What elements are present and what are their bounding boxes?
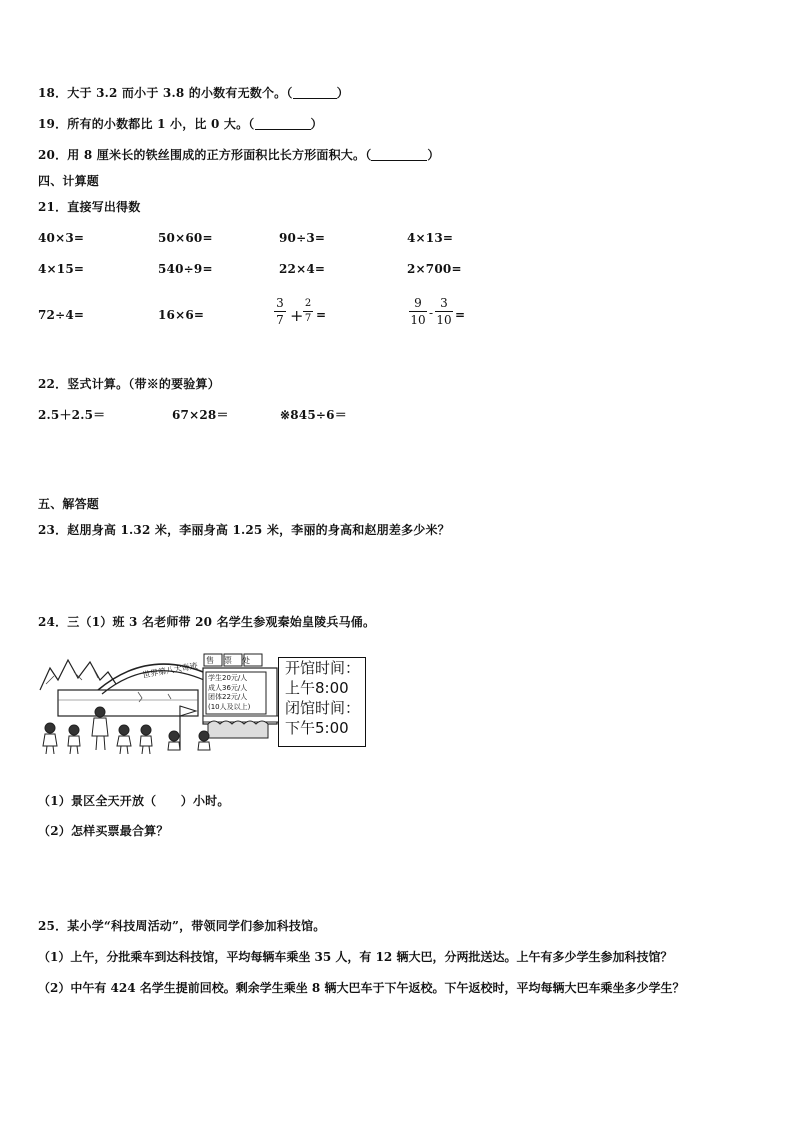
question-24-part-2: （2）怎样买票最合算？ <box>38 824 169 838</box>
minus-operator: - <box>429 306 434 320</box>
calc-item: 4×15= <box>38 262 85 276</box>
calc-item: 2×700= <box>407 262 462 276</box>
gate-banner: 世界第八大奇迹 <box>141 661 199 680</box>
calc-item: 67×28＝ <box>172 408 229 422</box>
sign-line: 上午8:00 <box>285 679 349 697</box>
fraction: 3 10 <box>436 296 452 327</box>
question-19: 19．所有的小数都比 1 小，比 0 大。（ ） <box>38 117 323 131</box>
question-22-title: 22．竖式计算。（带※的要验算） <box>38 377 220 391</box>
question-25-part-1: （1）上午，分批乘车到达科技馆，平均每辆车乘坐 35 人，有 12 辆大巴，分两批送达。上午有多少学生参加科技馆？ <box>38 950 673 964</box>
price-line: 团体22元/人 <box>208 693 248 701</box>
calc-item: ※845÷6＝ <box>280 408 347 422</box>
question-20: 20．用 8 厘米长的铁丝围成的正方形面积比长方形面积大。（ ） <box>38 148 440 162</box>
question-23: 23．赵朋身高 1.32 米，李丽身高 1.25 米，李丽的身高和赵朋差多少米？ <box>38 523 450 537</box>
answer-blank[interactable] <box>293 86 337 99</box>
price-line: 成人36元/人 <box>208 683 248 692</box>
plus-operator: + <box>290 306 304 325</box>
calc-item: 16×6= <box>158 308 205 322</box>
question-24-part-1: （1）景区全天开放（ ）小时。 <box>38 794 230 808</box>
question-25-title: 25．某小学“科技周活动”，带领同学们参加科技馆。 <box>38 919 326 933</box>
ticket-office-sign: 售票处 <box>206 656 260 665</box>
section-heading-calculation: 四、计算题 <box>38 174 100 188</box>
calc-item: 22×4= <box>279 262 326 276</box>
calc-item: 72÷4= <box>38 308 85 322</box>
sign-line: 闭馆时间： <box>285 699 361 717</box>
calc-item: 90÷3= <box>279 231 326 245</box>
section-heading-solutions: 五、解答题 <box>38 497 100 511</box>
price-line: 学生20元/人 <box>208 674 248 682</box>
fraction: 3 7 <box>274 296 286 327</box>
price-board <box>208 674 266 712</box>
answer-blank[interactable] <box>255 117 311 130</box>
equals-sign: = <box>455 308 466 322</box>
calc-item: 540÷9= <box>158 262 213 276</box>
question-24-title: 24．三（1）班 3 名老师带 20 名学生参观秦始皇陵兵马俑。 <box>38 615 376 629</box>
question-25-part-2: （2）中午有 424 名学生提前回校。剩余学生乘坐 8 辆大巴车于下午返校。下午返校时，平均每辆大巴车乘坐多少学生？ <box>38 981 685 995</box>
question-21-title: 21．直接写出得数 <box>38 200 141 214</box>
question-18: 18．大于 3.2 而小于 3.8 的小数有无数个。（ ） <box>38 86 349 100</box>
answer-blank[interactable] <box>371 148 427 161</box>
opening-hours-sign <box>278 657 366 747</box>
calc-item: 4×13= <box>407 231 454 245</box>
calc-item: 50×60= <box>158 231 213 245</box>
fraction: 9 10 <box>410 296 426 327</box>
fraction: 2 7 <box>304 298 312 324</box>
price-line: (10人及以上) <box>208 702 251 711</box>
equals-sign: = <box>316 308 327 322</box>
calc-item: 2.5＋2.5＝ <box>38 408 106 422</box>
calc-item: 40×3= <box>38 231 85 245</box>
sign-line: 开馆时间： <box>285 659 361 677</box>
sign-line: 下午5:00 <box>285 719 349 737</box>
